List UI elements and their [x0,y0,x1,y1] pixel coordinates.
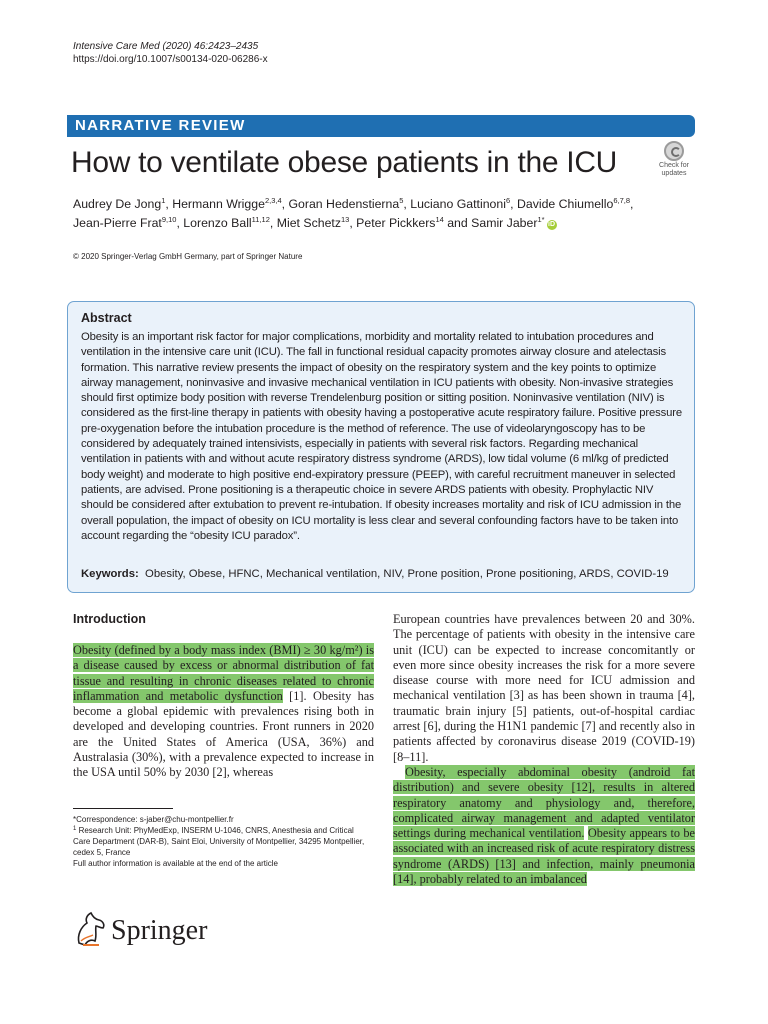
author-name: Samir Jaber [471,216,538,230]
article-title: How to ventilate obese patients in the ICU [71,146,618,179]
author-affiliation: 14 [435,215,444,224]
affiliation-number: 1 [73,826,77,832]
footnote-divider [73,808,173,809]
author-name: Goran Hedenstierna [288,197,400,211]
author-affiliation: 6 [505,196,511,205]
author-list: Audrey De Jong$^1$, Hermann Wrigge$^{2,3,4}$, Goran Hedenstierna$^5$, Luciano Gattinoni$^6$, Davide Chiumello$^{6,7,8}$, Jean-Pierre Frat$^{9,10}$, Lorenzo Ball$^{11,12}$, Miet Schetz$^{13}$, Peter Pickkers$^{14}$ and Samir Jaber$^{1*}$iD [73,196,634,230]
correspondence-email[interactable]: *Correspondence: s-jaber@chu-montpellier.fr [73,815,234,824]
author-name: Miet Schetz [276,216,341,230]
author-name: Peter Pickkers [356,216,436,230]
author-name: Lorenzo Ball [183,216,252,230]
author-name: Audrey De Jong [73,197,162,211]
check-for-updates-button[interactable] [652,141,696,179]
author-name: Jean-Pierre Frat [73,216,162,230]
check-updates-line1: Check for [659,162,689,169]
highlighted-passage[interactable]: Obesity appears to be associated with an increased risk of acute respiratory distress syndrome (ARDS) [13] and infection, mainly pneumonia [14], probably related to an imbalanced [393,826,695,887]
body-paragraph: European countries have prevalences between 20 and 30%. The percentage of patients with obesity in the intensive care unit (ICU) can be expected to increase concomitantly or even more since obesity increases the risk for a more severe disease course with more need for ICU admission and mechanical ventilation [3] as has been shown in trauma [4], traumatic brain injury [5] patients, out-of-hospital cardiac arrest [6], during the H1N1 pandemic [7] and recently also in patients affected by coronavirus disease 2019 (COVID-19) [8–11]. [393,612,695,764]
abstract-text: Obesity is an important risk factor for major complications, morbidity and mortality related to intubation procedures and ventilation in the intensive care unit (ICU). The fall in functional residual capacity promotes airway closure and atelectasis formation. This narrative review presents the impact of obesity on the respiratory system and the key points to optimize airway management, noninvasive and invasive mechanical ventilation in ICU patients with obesity. Non-invasive strategies should first optimize body position with reverse Trendelenburg position or sitting position. Noninvasive ventilation (NIV) is considered as the first-line therapy in patients with obesity having a postoperative acute respiratory failure. Positive pressure pre-oxygenation before the intubation procedure is the method of reference. The use of videolaryngoscopy has to be considered by adequately trained intensivists, especially in patients with several risk factors. Regarding mechanical ventilation in patients with and without acute respiratory distress syndrome (ARDS), low tidal volume (6 ml/kg of predicted body weight) and moderate to high positive end-expiratory pressure (PEEP), with careful recruitment maneuver in selected patients, are advised. Prone positioning is a therapeutic choice in severe ARDS patients with obesity. Prophylactic NIV should be considered after extubation to prevent re-intubation. If obesity increases mortality and risk of ICU admission in the overall population, the impact of obesity on ICU mortality is less clear and several confounding factors have to be taken into account regarding the “obesity ICU paradox”. [81,331,683,542]
springer-wordmark: Springer [111,915,208,946]
author-affiliation: 1 [161,196,166,205]
springer-horse-icon [73,911,107,947]
doi-link[interactable]: https://doi.org/10.1007/s00134-020-06286-x [73,54,268,65]
author-affiliation: 11,12 [251,215,270,224]
narrative-review-banner [67,115,695,137]
author-affiliation: 5 [399,196,404,205]
author-affiliation: 9,10 [161,215,177,224]
left-column-text [73,643,374,781]
author-name: Hermann Wrigge [172,197,265,211]
orcid-icon[interactable]: iD [548,221,556,228]
author-affiliation: 6,7,8 [613,196,631,205]
abstract-heading: Abstract [81,311,132,325]
check-updates-icon [664,141,684,161]
keywords-line [81,567,686,582]
keywords-list: Obesity, Obese, HFNC, Mechanical ventilation, NIV, Prone position, Prone positioning, ARDS, COVID-19 [145,568,669,580]
check-updates-line2: updates [661,170,687,177]
affiliation-text: Research Unit: PhyMedExp, INSERM U-1046, CNRS, Anesthesia and Critical Care Department (DAR-B), Saint Eloi, University of Montpellier, 34295 Montpellier, cedex 5, France [73,826,365,857]
journal-header [73,40,268,66]
introduction-heading: Introduction [73,612,146,626]
reference-link[interactable]: [1] [289,688,304,703]
highlighted-passage[interactable]: Obesity, especially abdominal obesity (android fat distribution) and severe obesity [12], results in altered respiratory anatomy and physiology and, therefore, complicated airway management and adapted ventilator settings during mechanical ventilation. [393,764,695,841]
keywords-label: Keywords: [81,568,139,580]
full-author-info: Full author information is available at the end of the article [73,859,279,868]
journal-citation: Intensive Care Med (2020) 46:2423–2435 [73,41,259,52]
highlighted-passage[interactable]: Obesity (defined by a body mass index (BMI) ≥ 30 kg/m²) is a disease caused by excess or abnormal distribution of fat tissue and resulting in chronic diseases related to chronic inflammation and metabolic dysfunction [73,643,374,703]
body-text: . Obesity has become a global epidemic with prevalences rising both in developed and developing countries. Front runners in 2020 are the United States of America (USA, 36%) and Australasia (30%), with a prevalence expected to increase in the USA until 50% by 2030 [2], whereas [73,688,375,780]
copyright-notice: © 2020 Springer-Verlag GmbH Germany, part of Springer Nature [73,252,303,261]
author-name: Davide Chiumello [516,197,614,211]
author-affiliation: 2,3,4 [264,196,282,205]
author-affiliation: 13 [340,215,350,224]
banner-label: NARRATIVE REVIEW [75,117,246,134]
footnotes [73,814,373,869]
author-affiliation: 1* [537,215,545,224]
author-name: Luciano Gattinoni [410,197,506,211]
right-column-text [393,612,695,887]
